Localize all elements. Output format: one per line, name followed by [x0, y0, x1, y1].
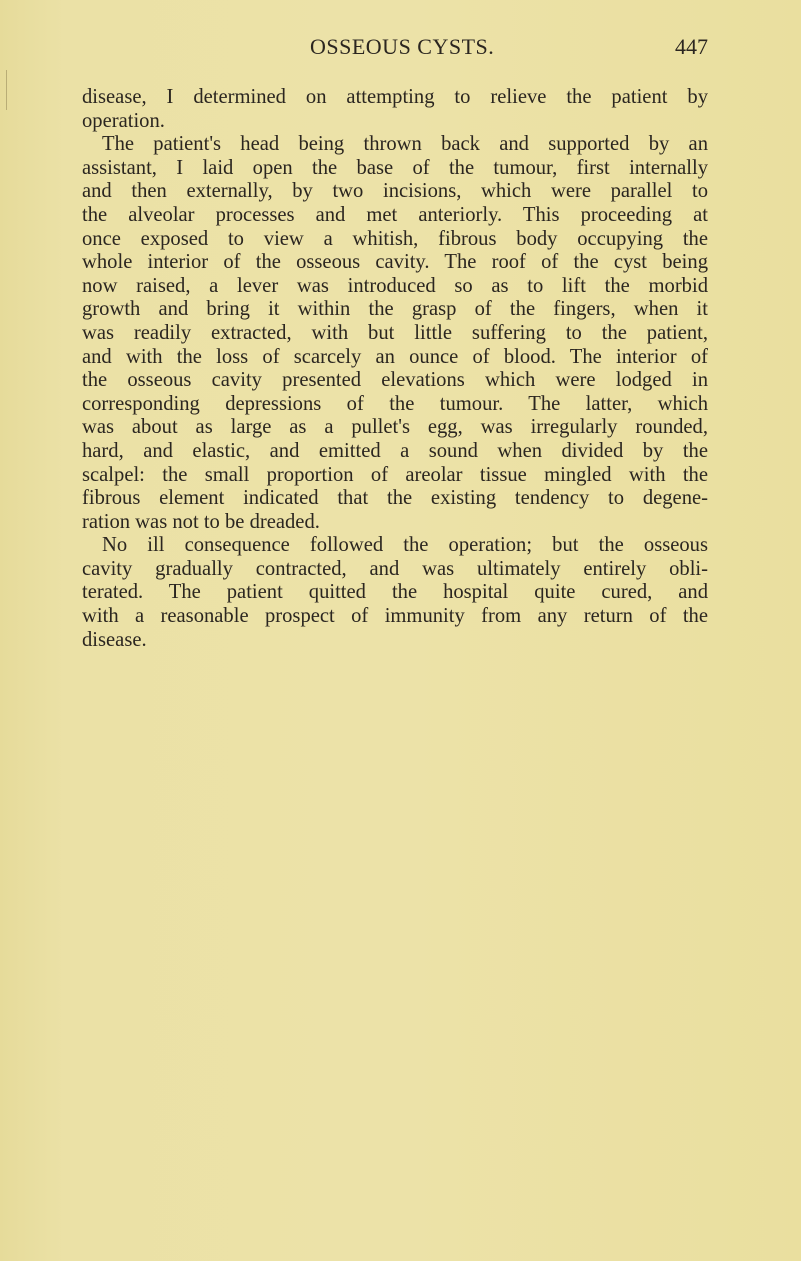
body-text: [82, 86, 708, 652]
text-line: now raised, a lever was introduced so as to lift the morbid: [82, 274, 708, 297]
text-line: No ill consequence followed the operation; but the osseous: [102, 534, 708, 557]
page-number: 447: [675, 34, 708, 59]
text-line: was readily extracted, with but little suffering to the patient,: [82, 321, 708, 344]
text-line: disease.: [82, 628, 147, 651]
text-line: scalpel: the small proportion of areolar tissue mingled with the: [82, 463, 708, 486]
text-line: the osseous cavity presented elevations which were lodged in: [82, 369, 708, 392]
text-line: fibrous element indicated that the existing tendency to degene-: [82, 487, 708, 510]
text-line: and with the loss of scarcely an ounce of blood. The interior of: [82, 345, 708, 368]
text-line: operation.: [82, 109, 165, 132]
page-edge-mark: [6, 70, 7, 110]
text-line: disease, I determined on attempting to relieve the patient by: [82, 86, 708, 108]
text-line: corresponding depressions of the tumour. The latter, which: [82, 392, 708, 415]
text-line: once exposed to view a whitish, fibrous body occupying the: [82, 227, 708, 250]
text-line: ration was not to be dreaded.: [82, 510, 320, 533]
text-line: cavity gradually contracted, and was ultimately entirely obli-: [82, 557, 708, 580]
text-line: and then externally, by two incisions, which were parallel to: [82, 180, 708, 203]
text-line: was about as large as a pullet's egg, was irregularly rounded,: [82, 416, 708, 439]
text-line: whole interior of the osseous cavity. The roof of the cyst being: [82, 251, 708, 274]
text-line: growth and bring it within the grasp of the fingers, when it: [82, 298, 708, 321]
running-title: OSSEOUS CYSTS.: [310, 34, 495, 59]
text-line: assistant, I laid open the base of the tumour, first internally: [82, 156, 708, 179]
page-header: [82, 34, 708, 64]
text-line: terated. The patient quitted the hospital quite cured, and: [82, 581, 708, 604]
text-line: with a reasonable prospect of immunity from any return of the: [82, 605, 708, 628]
text-line: the alveolar processes and met anteriorly. This proceeding at: [82, 203, 708, 226]
text-line: The patient's head being thrown back and supported by an: [102, 133, 708, 156]
text-line: hard, and elastic, and emitted a sound when divided by the: [82, 439, 708, 462]
